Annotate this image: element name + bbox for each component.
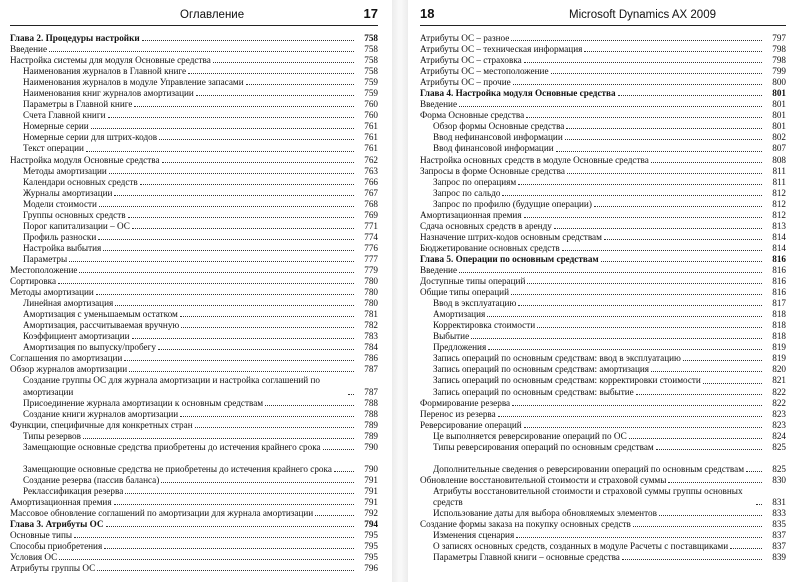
toc-page-number: 811 <box>772 176 786 187</box>
toc-entry-title: Амортизационная премия <box>420 209 522 220</box>
toc-entry-title: Параметры Главной книги – основные средства <box>433 552 620 563</box>
toc-page-number: 786 <box>364 353 378 364</box>
toc-entry-title: Обновление восстановительной стоимости и страховой суммы <box>420 474 667 485</box>
toc-page-number: 769 <box>364 209 378 220</box>
toc-entry[interactable] <box>420 442 786 453</box>
right-page-number: 18 <box>420 6 435 21</box>
toc-page-number: 771 <box>364 220 378 231</box>
toc-page-number: 761 <box>364 143 378 154</box>
toc-page-number: 801 <box>772 121 786 132</box>
toc-entry-title: Атрибуты ОС – прочие <box>420 77 511 88</box>
toc-entry-title: Сдача основных средств в аренду <box>420 220 552 231</box>
toc-entry-title: О записях основных средств, созданных в модуле Расчеты с поставщиками <box>433 541 729 552</box>
toc-entry-title: Предложения <box>433 342 487 353</box>
toc-page-number: 780 <box>364 298 378 309</box>
toc-entry-title: Настройка системы для модуля Основные средства <box>10 55 211 66</box>
toc-entry-title: Це выполняется реверсирование операций по ОС <box>433 430 627 441</box>
toc-page-number: 767 <box>364 187 378 198</box>
toc-entry-title: Массовое обновление соглашений по амортизации для журнала амортизации <box>10 508 314 519</box>
toc-page-number: 798 <box>772 55 786 66</box>
toc-page-number: 763 <box>364 165 378 176</box>
toc-page-number: 825 <box>772 441 786 452</box>
toc-dot-leader <box>129 360 354 372</box>
toc-page-number: 758 <box>364 55 378 66</box>
toc-entry-title: Глава 2. Процедуры настройки <box>10 33 140 43</box>
toc-page-number: 759 <box>364 88 378 99</box>
toc-page-number: 779 <box>364 264 378 275</box>
toc-entry-title: Настройка основных средств в модуле Основные средства <box>420 154 649 165</box>
right-toc <box>420 33 786 563</box>
toc-entry-title: Соглашения по амортизации <box>10 353 123 364</box>
toc-entry-title: Обзор журналов амортизации <box>10 364 128 375</box>
toc-page-number: 814 <box>772 242 786 253</box>
toc-page-number: 796 <box>364 563 378 574</box>
toc-page-number: 816 <box>772 287 786 298</box>
toc-page-number: 814 <box>772 231 786 242</box>
toc-entry-title: Наименования журналов в Главной книге <box>23 66 187 77</box>
toc-entry-title: Бюджетирование основных средств <box>420 242 560 253</box>
toc-entry-title: Модели стоимости <box>23 198 97 209</box>
toc-page-number: 788 <box>364 397 378 408</box>
toc-entry-title: Способы приобретения <box>10 541 103 552</box>
toc-dot-leader <box>668 471 762 483</box>
toc-page-number: 759 <box>364 77 378 88</box>
toc-entry-title: Глава 5. Операции по основным средствам <box>420 253 599 264</box>
toc-entry-title: Типы резервов <box>23 430 81 441</box>
toc-page-number: 818 <box>772 309 786 320</box>
toc-page-number: 783 <box>364 331 378 342</box>
toc-page-number: 823 <box>772 419 786 430</box>
toc-page-number: 791 <box>364 474 378 485</box>
toc-page-number: 822 <box>772 397 786 408</box>
left-running-head <box>10 0 378 26</box>
toc-page-number: 761 <box>364 132 378 143</box>
toc-page-number: 761 <box>364 121 378 132</box>
toc-entry-title: Местоположение <box>10 264 78 275</box>
toc-entry-title: Создание книги журналов амортизации <box>23 408 179 419</box>
toc-entry-title: Дополнительные сведения о реверсировании операций по основным средствам <box>433 463 745 474</box>
toc-entry-title: Ввод нефинансовой информации <box>433 132 563 143</box>
left-page <box>0 0 392 582</box>
toc-entry-title: Назначение штрих-кодов основным средствам <box>420 231 602 242</box>
toc-page-number: 817 <box>772 298 786 309</box>
toc-page-number: 807 <box>772 143 786 154</box>
toc-page-number: 791 <box>364 485 378 496</box>
toc-page-number: 819 <box>772 342 786 353</box>
toc-entry-title: Реверсирование операций <box>420 419 522 430</box>
right-page-title: Microsoft Dynamics AX 2009 <box>568 9 716 21</box>
toc-page-number: 788 <box>364 408 378 419</box>
left-page-number: 17 <box>363 6 378 21</box>
toc-entry-title: Основные типы <box>10 530 73 541</box>
toc-page-number: 790 <box>364 441 378 452</box>
toc-entry[interactable] <box>10 364 378 375</box>
toc-page-number: 766 <box>364 176 378 187</box>
toc-entry-title: Атрибуты группы ОС <box>10 563 96 574</box>
toc-page-number: 798 <box>772 44 786 55</box>
right-running-head <box>420 0 786 26</box>
toc-page-number: 797 <box>772 33 786 43</box>
toc-page-number: 799 <box>772 66 786 77</box>
toc-page-number: 760 <box>364 99 378 110</box>
toc-page-number: 813 <box>772 220 786 231</box>
toc-page-number: 801 <box>772 99 786 110</box>
toc-page-number: 837 <box>772 530 786 541</box>
toc-entry[interactable] <box>10 563 378 574</box>
toc-dot-leader <box>83 427 354 439</box>
toc-page-number: 835 <box>772 519 786 530</box>
toc-entry-title: Запись операций по основным средствам: амортизация <box>433 364 650 375</box>
toc-page-number: 758 <box>364 44 378 55</box>
toc-entry-title: Амортизация по выпуску/пробегу <box>23 342 156 353</box>
toc-page-number: 789 <box>364 419 378 430</box>
toc-page-number: 821 <box>772 375 786 386</box>
toc-entry-title: Сортировка <box>10 276 57 287</box>
toc-entry-title: Группы основных средств <box>23 209 126 220</box>
toc-entry-title: Создание резерва (пассив баланса) <box>23 474 160 485</box>
toc-page-number: 823 <box>772 408 786 419</box>
toc-page-number: 780 <box>364 287 378 298</box>
toc-entry-title: Журналы амортизации <box>23 187 113 198</box>
toc-entry-title: Условия ОС <box>10 552 58 563</box>
toc-page-number: 819 <box>772 353 786 364</box>
toc-entry-title: Перенос из резерва <box>420 408 496 419</box>
toc-page-number: 802 <box>772 132 786 143</box>
toc-entry-title: Атрибуты ОС – техническая информация <box>420 44 583 55</box>
toc-entry-title: Создание группы ОС для журнала амортизации и настройка соглашений по амортизации <box>23 375 321 397</box>
toc-page-number: 795 <box>364 552 378 563</box>
toc-entry-title: Ввод финансовой информации <box>433 143 554 154</box>
toc-entry-title: Коэффициент амортизации <box>23 331 130 342</box>
toc-entry-title: Изменения сценария <box>433 530 515 541</box>
toc-entry-title: Атрибуты ОС – местоположение <box>420 66 549 77</box>
toc-page-number: 794 <box>364 519 378 530</box>
toc-page-number: 808 <box>772 154 786 165</box>
toc-entry-title: Использование даты для выбора обновляемых элементов <box>433 508 657 519</box>
toc-page-number: 822 <box>772 386 786 397</box>
toc-page-number: 816 <box>772 264 786 275</box>
toc-page-number: 787 <box>364 364 378 375</box>
toc-page-number: 790 <box>364 463 378 474</box>
toc-entry-title: Корректировка стоимости <box>433 320 536 331</box>
toc-entry-title: Атрибуты ОС – страховка <box>420 55 522 66</box>
toc-page-number: 758 <box>364 66 378 77</box>
toc-page-number: 758 <box>364 33 378 43</box>
toc-entry-title: Введение <box>420 99 458 110</box>
toc-page-number: 812 <box>772 187 786 198</box>
toc-entry-title: Глава 3. Атрибуты ОС <box>10 519 104 530</box>
toc-page-number: 830 <box>772 474 786 485</box>
toc-entry-title: Типы реверсирования операций по основным средствам <box>433 441 654 452</box>
toc-entry-title: Счета Главной книги <box>23 110 106 121</box>
toc-dot-leader <box>323 438 354 450</box>
toc-entry-title: Обзор формы Основные средства <box>433 121 565 132</box>
toc-entry-title: Линейная амортизация <box>23 298 114 309</box>
toc-page-number: 789 <box>364 430 378 441</box>
toc-entry-title: Формирование резерва <box>420 397 511 408</box>
toc-entry-title: Ввод в эксплуатацию <box>433 298 517 309</box>
toc-page-number: 818 <box>772 331 786 342</box>
toc-page-number: 825 <box>772 463 786 474</box>
toc-entry-title: Параметры <box>23 253 68 264</box>
toc-page-number: 787 <box>364 386 378 397</box>
toc-page-number: 795 <box>364 530 378 541</box>
toc-entry-title: Наименования журналов в модуле Управление запасами <box>23 77 244 88</box>
toc-page-number: 811 <box>772 165 786 176</box>
toc-entry-title: Атрибуты восстановительной стоимости и страховой суммы группы основных средств <box>433 485 743 507</box>
toc-entry-title: Методы амортизации <box>10 287 94 298</box>
toc-dot-leader <box>656 438 762 450</box>
toc-entry-title: Функции, специфичные для конкретных стран <box>10 419 193 430</box>
toc-entry-title: Номерные серии для штрих-кодов <box>23 132 158 143</box>
toc-entry-title: Амортизация <box>433 309 486 320</box>
toc-page-number: 812 <box>772 209 786 220</box>
toc-entry[interactable] <box>420 475 786 486</box>
toc-entry-title: Настройка выбытия <box>23 242 102 253</box>
toc-entry-title: Текст операции <box>23 143 84 154</box>
toc-page-number: 776 <box>364 242 378 253</box>
toc-entry-title: Форма Основные средства <box>420 110 525 121</box>
toc-entry-title: Профиль разноски <box>23 231 97 242</box>
toc-entry-title: Календари основных средств <box>23 176 138 187</box>
left-page-title: Оглавление <box>180 9 245 21</box>
toc-entry-title: Амортизация, рассчитываемая вручную <box>23 320 180 331</box>
toc-entry-title: Введение <box>420 264 458 275</box>
toc-page-number: 760 <box>364 110 378 121</box>
toc-page-number: 768 <box>364 198 378 209</box>
toc-page-number: 839 <box>772 552 786 563</box>
toc-entry-title: Амортизационная премия <box>10 496 112 507</box>
toc-entry-title: Наименования книг журналов амортизации <box>23 88 194 99</box>
toc-page-number: 792 <box>364 508 378 519</box>
toc-entry-title: Запись операций по основным средствам: выбытие <box>433 386 634 397</box>
toc-entry-title: Реклассификация резерва <box>23 485 124 496</box>
toc-page-number: 801 <box>772 88 786 99</box>
toc-page-number: 800 <box>772 77 786 88</box>
toc-entry-title: Выбытие <box>433 331 470 342</box>
toc-entry-title: Доступные типы операций <box>420 276 526 287</box>
toc-entry-title: Запрос по профилю (будущие операции) <box>433 198 592 209</box>
toc-page-number: 833 <box>772 508 786 519</box>
toc-entry-title: Замещающие основные средства не приобретены до истечения крайнего срока <box>23 463 332 474</box>
toc-entry-title: Замещающие основные средства приобретены до истечения крайнего срока <box>23 441 321 452</box>
toc-page-number: 816 <box>772 276 786 287</box>
toc-entry-title: Порог капитализации – ОС <box>23 220 130 231</box>
toc-page-number: 777 <box>364 253 378 264</box>
toc-entry-title: Методы амортизации <box>23 165 107 176</box>
book-gutter <box>392 0 408 582</box>
toc-entry-title: Запись операций по основным средствам: ввод в эксплуатацию <box>433 353 681 364</box>
toc-page-number: 762 <box>364 154 378 165</box>
toc-page-number: 812 <box>772 198 786 209</box>
toc-page-number: 795 <box>364 541 378 552</box>
toc-page-number: 774 <box>364 231 378 242</box>
toc-entry-title: Атрибуты ОС – разное <box>420 33 510 43</box>
toc-page-number: 781 <box>364 309 378 320</box>
right-page <box>408 0 800 582</box>
toc-entry-title: Глава 4. Настройка модуля Основные средства <box>420 88 616 99</box>
toc-page-number: 818 <box>772 320 786 331</box>
toc-dot-leader <box>97 559 354 571</box>
toc-page-number: 784 <box>364 342 378 353</box>
toc-entry-title: Создание формы заказа на покупку основных средств <box>420 519 631 530</box>
toc-entry-title: Запись операций по основным средствам: корректировки стоимости <box>433 375 701 386</box>
toc-page-number: 791 <box>364 496 378 507</box>
left-toc <box>10 33 378 574</box>
toc-page-number: 780 <box>364 276 378 287</box>
toc-page-number: 782 <box>364 320 378 331</box>
toc-entry-title: Присоединение журнала амортизации к основным средствам <box>23 397 264 408</box>
toc-entry-title: Введение <box>10 44 48 55</box>
toc-page-number: 820 <box>772 364 786 375</box>
toc-page-number: 831 <box>772 496 786 507</box>
toc-page-number: 816 <box>772 253 786 264</box>
toc-entry-title: Запросы в форме Основные средства <box>420 165 565 176</box>
toc-dot-leader <box>516 526 762 538</box>
toc-page-number: 837 <box>772 541 786 552</box>
toc-page-number: 801 <box>772 110 786 121</box>
toc-entry-title: Настройка модуля Основные средства <box>10 154 160 165</box>
toc-entry-title: Запрос по сальдо <box>433 187 501 198</box>
toc-entry[interactable] <box>420 552 786 563</box>
toc-entry-title: Общие типы операций <box>420 287 510 298</box>
toc-entry-title: Амортизация с уменьшаемым остатком <box>23 309 178 320</box>
toc-entry-title: Параметры в Главной книге <box>23 99 133 110</box>
toc-entry-title: Запрос по операциям <box>433 176 517 187</box>
toc-dot-leader <box>622 548 762 560</box>
toc-page-number: 824 <box>772 430 786 441</box>
toc-entry[interactable] <box>10 442 378 453</box>
toc-entry-title: Номерные серии <box>23 121 89 132</box>
